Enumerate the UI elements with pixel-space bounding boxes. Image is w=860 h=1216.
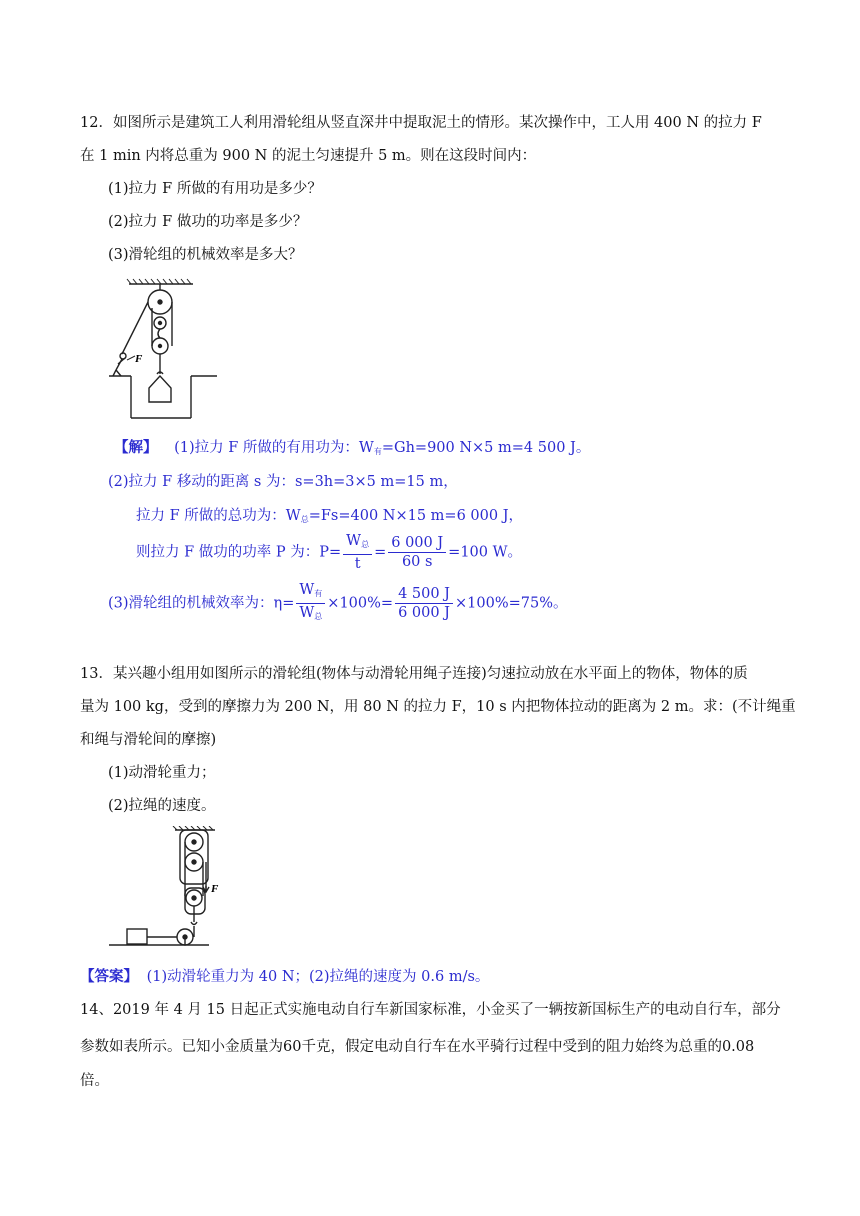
q12-stem-line1: 12．如图所示是建筑工人利用滑轮组从竖直深井中提取泥土的情形。某次操作中，工人用 400 N 的拉力 F: [80, 115, 762, 131]
q14-line1: 14、2019 年 4 月 15 日起正式实施电动自行车新国家标准，小金买了一辆按新国标生产的电动自行车，部分: [80, 1002, 781, 1018]
q12-solution-line1: 【解】 (1)拉力 F 所做的有用功为：$W_有=Gh=900$ N×5 m=4 500 J。: [114, 439, 591, 456]
q13-answer-text: (1)动滑轮重力为 40 N；(2)拉绳的速度为 0.6 m/s。: [146, 969, 490, 985]
q12-solution-line2: (2)拉力 F 移动的距离 s 为：s=3h=3×5 m=15 m，: [108, 474, 458, 490]
q12-solution-tag: 【解】: [114, 439, 158, 456]
q13-figure-label: F: [211, 883, 219, 895]
q13-answer: [80, 967, 489, 987]
q14-line2: 参数如表所示。已知小金质量为60千克，假定电动自行车在水平骑行过程中受到的阻力始终为总重的0.08: [80, 1039, 755, 1055]
q13-sub1: (1)动滑轮重力；: [108, 765, 216, 781]
q12-sub1: (1)拉力 F 所做的有用功是多少？: [108, 181, 322, 197]
efficiency-fraction-1: $\frac{W_有}{W_总}$: [296, 581, 325, 626]
q12-sub2: (2)拉力 F 做功的功率是多少？: [108, 214, 308, 230]
q12-pulley-figure: [105, 278, 225, 423]
q12-sub3: (3)滑轮组的机械效率是多大？: [108, 247, 303, 263]
q13-stem-line2: 量为 100 kg，受到的摩擦力为 200 N，用 80 N 的拉力 F，10 s 内把物体拉动的距离为 2 m。求：(不计绳重: [80, 699, 796, 715]
power-fraction-1: $\frac{W_总}{t}$: [343, 532, 372, 573]
q12-solution-line3: 拉力 F 所做的总功为：$W_总=Fs=400$ N×15 m=6 000 J，: [136, 508, 524, 524]
q14-line3: 倍。: [80, 1073, 109, 1089]
q12-solution-line4: 则拉力 F 做功的功率 P 为：P= $\frac{W_总}{t}$ = $\frac{6 000 J}{60 s}$ =100 W。: [136, 533, 523, 572]
power-fraction-2: $\frac{6 000 J}{60 s}$: [388, 534, 446, 571]
q13-pulley-figure: [105, 826, 225, 958]
q13-stem-line3: 和绳与滑轮间的摩擦): [80, 732, 217, 748]
q13-sub2: (2)拉绳的速度。: [108, 798, 216, 814]
q13-answer-tag: 【答案】: [80, 968, 138, 985]
q12-solution-line5: (3)滑轮组的机械效率为：η= $\frac{W_有}{W_总}$ ×100%= $\frac{4 500 J}{6 000 J}$ ×100%=75%。: [108, 581, 567, 626]
q13-stem-line1: 13．某兴趣小组用如图所示的滑轮组(物体与动滑轮用绳子连接)匀速拉动放在水平面上的物体，物体的质: [80, 666, 748, 682]
q12-stem-line2: 在 1 min 内将总重为 900 N 的泥土匀速提升 5 m。则在这段时间内：: [80, 148, 537, 164]
q12-figure-label: F: [135, 353, 143, 365]
efficiency-fraction-2: $\frac{4 500 J}{6 000 J}$: [395, 585, 453, 622]
